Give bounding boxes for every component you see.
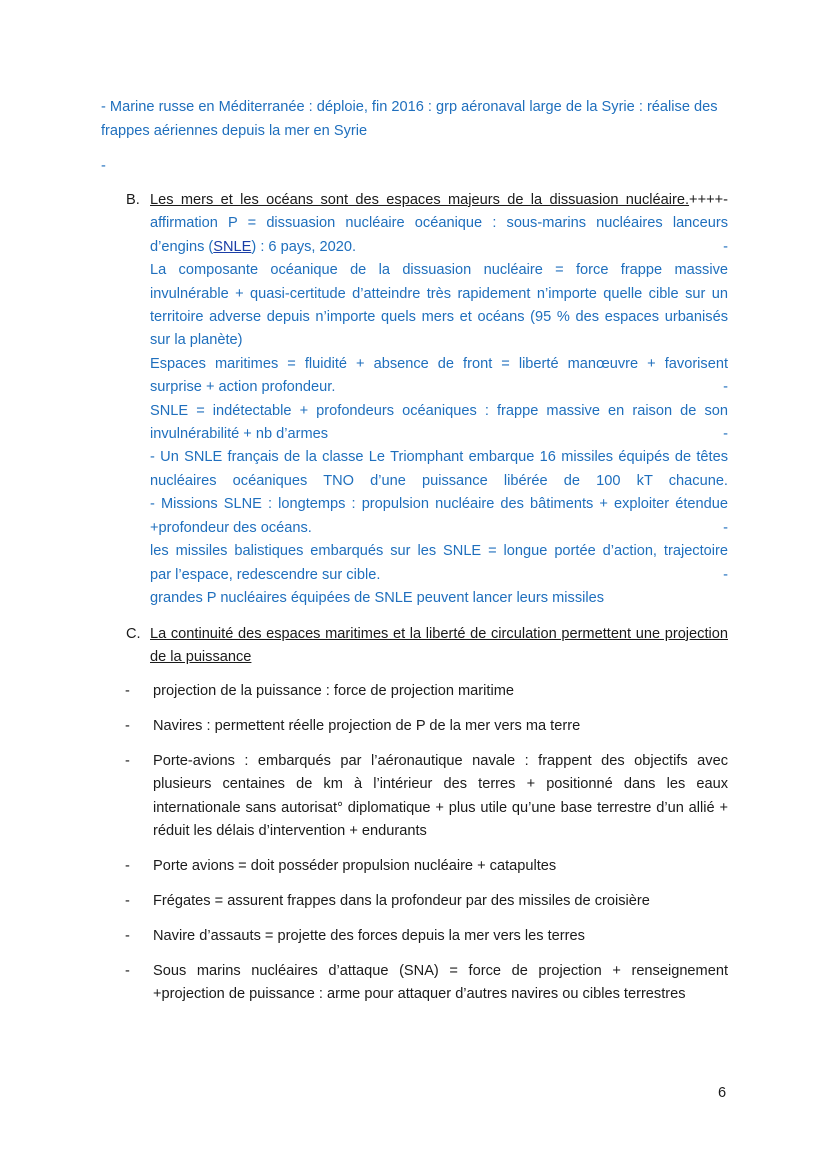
section-b-text: ) : 6 pays, 2020. bbox=[251, 238, 357, 255]
trailing-dash: - bbox=[723, 379, 728, 396]
bullet-text: Navire d’assauts = projette des forces depuis la mer vers les terres bbox=[153, 927, 585, 944]
section-b-title-line bbox=[150, 189, 728, 212]
section-c-letter: C. bbox=[126, 626, 141, 642]
section-b-text: Espaces maritimes = fluidité + absence de front = liberté manœuvre + favorisent bbox=[150, 355, 728, 372]
section-b bbox=[126, 189, 728, 610]
section-b-title-suffix: ++++- bbox=[689, 192, 728, 208]
bullet-text: Porte avions = doit posséder propulsion nucléaire + catapultes bbox=[153, 857, 557, 874]
section-b-line: - Un SNLE français de la classe Le Triomphant embarque 16 missiles équipés de têtes bbox=[150, 449, 728, 466]
bullet-text: Porte-avions : embarqués par l’aéronautique navale : frappent des objectifs avec plusieurs centaines de km à l’intérieur des terres + positionné dans les eaux internationale sans autorisat° diplomatique + plus utile qu’une base terrestre d’un allié + réduit les délais d’intervention + endurants bbox=[153, 752, 728, 840]
section-b-line: - Missions SLNE : longtemps : propulsion nucléaire des bâtiments + exploiter étendue bbox=[150, 496, 728, 513]
bullet-item bbox=[125, 855, 728, 878]
bullet-item bbox=[125, 960, 728, 1007]
bullet-text: Navires : permettent réelle projection de P de la mer vers ma terre bbox=[153, 717, 581, 734]
section-b-paragraph: La composante océanique de la dissuasion nucléaire = force frappe massive invulnérable + quasi-certitude d’atteindre très rapidement n’importe quelle cible sur un territoire adverse depuis n’importe quels mers et océans (95 % des espaces urbanisés sur la planète) bbox=[150, 262, 728, 349]
section-b-line bbox=[150, 236, 728, 259]
intro-dash: - bbox=[101, 158, 106, 174]
section-b-line: nucléaires océaniques TNO d’une puissance libérée de 100 kT chacune. bbox=[150, 472, 728, 489]
section-b-text: surprise + action profondeur. bbox=[150, 379, 336, 396]
snle-link[interactable]: SNLE bbox=[213, 238, 252, 255]
page-number: 6 bbox=[718, 1085, 727, 1101]
bullet-item bbox=[125, 925, 728, 948]
section-b-body bbox=[150, 189, 728, 610]
intro-paragraph: - Marine russe en Méditerranée : déploie, fin 2016 : grp aéronaval large de la Syrie : réalise des frappes aériennes depuis la mer en Syrie bbox=[101, 99, 718, 139]
trailing-dash: - bbox=[723, 519, 728, 536]
section-b-text: par l’espace, redescendre sur cible. bbox=[150, 566, 381, 583]
bullet-mark: - bbox=[125, 857, 130, 874]
bullet-mark: - bbox=[125, 927, 130, 944]
section-b-line bbox=[150, 564, 728, 587]
bullet-mark: - bbox=[125, 717, 130, 734]
bullet-mark: - bbox=[125, 752, 130, 769]
section-b-line bbox=[150, 376, 728, 399]
section-b-line: grandes P nucléaires équipées de SNLE peuvent lancer leurs missiles bbox=[150, 589, 605, 606]
bullet-text: Frégates = assurent frappes dans la profondeur par des missiles de croisière bbox=[153, 892, 650, 909]
section-b-line bbox=[150, 517, 728, 540]
section-b-letter: B. bbox=[126, 192, 140, 208]
section-b-line bbox=[150, 423, 728, 446]
bullet-mark: - bbox=[125, 962, 130, 979]
section-b-line: SNLE = indétectable + profondeurs océaniques : frappe massive en raison de son bbox=[150, 402, 728, 419]
section-b-title: Les mers et les océans sont des espaces majeurs de la dissuasion nucléaire. bbox=[150, 192, 690, 208]
section-b-text: invulnérabilité + nb d’armes bbox=[150, 426, 329, 443]
section-c-body bbox=[150, 623, 728, 670]
bullet-item bbox=[125, 680, 728, 703]
section-b-line: affirmation P = dissuasion nucléaire océanique : sous-marins nucléaires lanceurs bbox=[150, 215, 728, 232]
section-b-text: d’engins ( bbox=[150, 238, 214, 255]
trailing-dash: - bbox=[723, 426, 728, 443]
section-c-title: La continuité des espaces maritimes et la liberté de circulation permettent une projection de la puissance bbox=[150, 626, 728, 666]
bullet-mark: - bbox=[125, 683, 130, 699]
bullet-list bbox=[125, 680, 728, 1018]
bullet-text: projection de la puissance : force de projection maritime bbox=[153, 683, 514, 699]
section-b-line bbox=[150, 353, 728, 376]
bullet-mark: - bbox=[125, 892, 130, 909]
bullet-item bbox=[125, 715, 728, 738]
section-b-line: les missiles balistiques embarqués sur les SNLE = longue portée d’action, trajectoire bbox=[150, 543, 728, 560]
section-c bbox=[126, 623, 728, 670]
section-b-text: +profondeur des océans. bbox=[150, 519, 312, 536]
trailing-dash: - bbox=[723, 566, 728, 583]
bullet-item bbox=[125, 750, 728, 844]
bullet-item bbox=[125, 890, 728, 913]
bullet-text: Sous marins nucléaires d’attaque (SNA) = force de projection + renseignement +projection de puissance : arme pour attaquer d’autres navires ou cibles terrestres bbox=[153, 962, 728, 1003]
trailing-dash: - bbox=[723, 238, 728, 255]
